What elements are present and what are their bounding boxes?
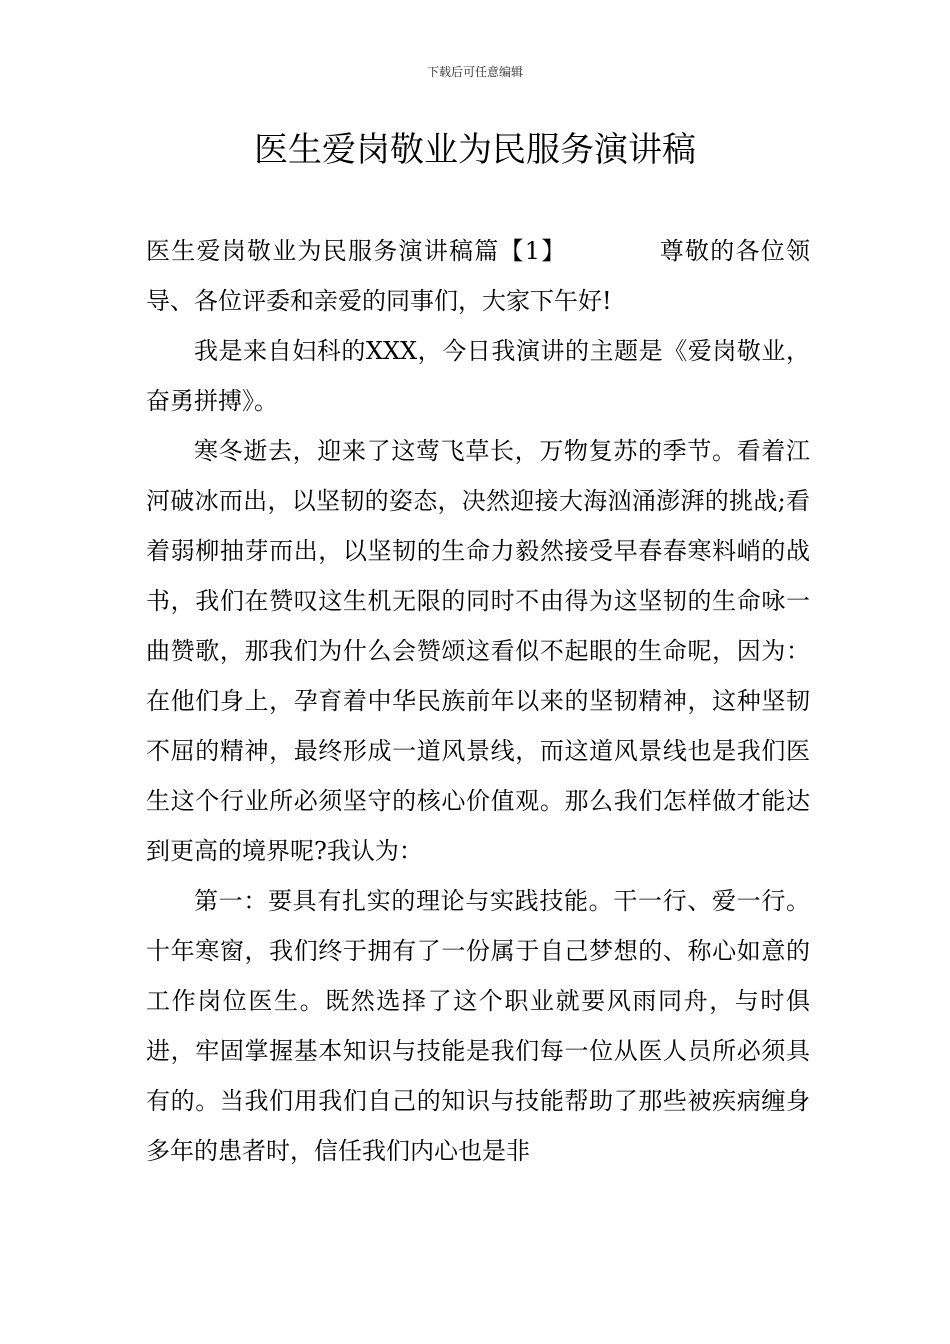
opening-paragraph [146,226,810,326]
section-heading: 医生爱岗敬业为民服务演讲稿篇【1】 [146,237,567,265]
header-note: 下载后可任意编辑 [426,65,523,79]
paragraph-first-point: 第一：要具有扎实的理论与实践技能。干一行、爱一行。十年寒窗，我们终于拥有了一份属于自己梦想的、称心如意的工作岗位医生。既然选择了这个职业就要风雨同舟，与时俱进，牢固掌握基本知识与技能是我们每一位从医人员所必须具有的。当我们用我们自己的知识与技能帮助了那些被疾病缠身多年的患者时，信任我们内心也是非 [146,887,810,1165]
document-title: 医生爱岗敬业为民服务演讲稿 [254,130,696,170]
paragraph-intro: 我是来自妇科的XXX，今日我演讲的主题是《爱岗敬业，奋勇拼搏》。 [146,337,810,415]
greeting-text: 尊敬的各位领导、各位评委和亲爱的同事们，大家下午好! [146,237,810,315]
document-body [146,226,810,1176]
paragraph-winter: 寒冬逝去，迎来了这莺飞草长，万物复苏的季节。看着江河破冰而出，以坚韧的姿态，决然迎接大海汹涌澎湃的挑战;看着弱柳抽芽而出，以坚韧的生命力毅然接受早春春寒料峭的战书，我们在赞叹这生机无限的同时不由得为这坚韧的生命咏一曲赞歌，那我们为什么会赞颂这看似不起眼的生命呢，因为：在他们身上，孕育着中华民族前年以来的坚韧精神，这种坚韧不屈的精神，最终形成一道风景线，而这道风景线也是我们医生这个行业所必须坚守的核心价值观。那么我们怎样做才能达到更高的境界呢?我认为： [146,437,810,865]
